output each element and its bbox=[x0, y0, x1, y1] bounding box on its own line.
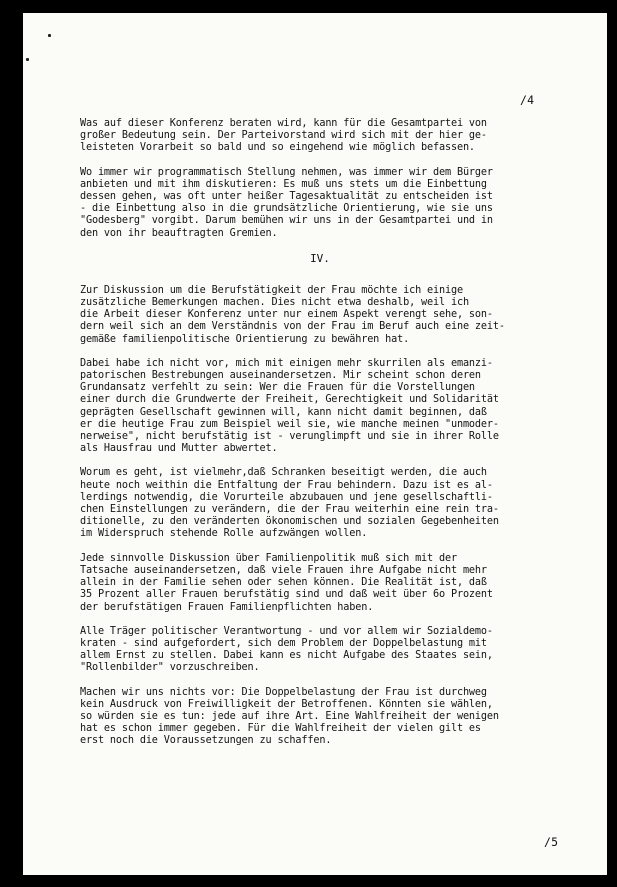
text-line: Jede sinnvolle Diskussion über Familienpolitik muß sich mit der bbox=[80, 552, 457, 564]
text-line: leisteten Vorarbeit so bald und so eingehend wie möglich befassen. bbox=[80, 142, 475, 154]
text-line: einer durch die Grundwerte der Freiheit, Gerechtigkeit und Solidarität bbox=[80, 394, 499, 406]
punch-hole-mark bbox=[26, 58, 29, 61]
text-line: patorischen Bestrebungen auseinandersetzen. Mir scheint schon deren bbox=[80, 370, 481, 382]
text-line: 35 Prozent aller Frauen berufstätig sind und daß weit über 6o Prozent bbox=[80, 589, 493, 601]
text-line: den von ihr beauftragten Gremien. bbox=[80, 227, 278, 239]
text-line: dern weil sich an dem Verständnis von der Frau im Beruf auch eine zeit- bbox=[80, 321, 505, 333]
text-line: großer Bedeutung sein. Der Parteivorstand wird sich mit der hier ge- bbox=[80, 130, 487, 142]
text-line: allein in der Familie sehen oder sehen können. Die Realität ist, daß bbox=[80, 577, 487, 589]
bottom-page-number: /5 bbox=[544, 835, 559, 849]
text-line: Zur Diskussion um die Berufstätigkeit der Frau möchte ich einige bbox=[80, 284, 463, 296]
text-line: zusätzliche Bemerkungen machen. Dies nicht etwa deshalb, weil ich bbox=[80, 297, 469, 309]
text-line: erst noch die Voraussetzungen zu schaffen. bbox=[80, 735, 332, 747]
text-line: heute noch weithin die Entfaltung der Frau behindern. Dazu ist es al- bbox=[80, 479, 493, 491]
text-line: dessen gehen, was oft unter heißer Tagesaktualität zu entscheiden ist bbox=[80, 191, 493, 203]
document-body bbox=[80, 118, 600, 760]
paragraph-6 bbox=[80, 553, 600, 614]
text-line: nerweise", nicht berufstätig ist - verunglimpft und sie in ihrer Rolle bbox=[80, 431, 499, 443]
text-line: die Arbeit dieser Konferenz unter nur einem Aspekt verengt sehe, son- bbox=[80, 309, 493, 321]
text-line: chen Einstellungen zu verändern, die der Frau weiterhin eine rein tra- bbox=[80, 504, 499, 516]
paragraph-5 bbox=[80, 467, 600, 540]
paragraph-1 bbox=[80, 118, 600, 155]
text-line: - die Einbettung also in die grundsätzliche Orientierung, wie sie uns bbox=[80, 203, 493, 215]
text-line: so würden sie es tun: jede auf ihre Art. Eine Wahlfreiheit der wenigen bbox=[80, 710, 499, 722]
top-page-number: /4 bbox=[520, 93, 535, 107]
document-page bbox=[23, 13, 607, 875]
text-line: im Widerspruch stehende Rolle aufzwängen wollen. bbox=[80, 528, 368, 540]
text-line: anbieten und mit ihm diskutieren: Es muß uns stets um die Einbettung bbox=[80, 178, 487, 190]
text-line: "Rollenbilder" vorzuschreiben. bbox=[80, 662, 260, 674]
paragraph-3 bbox=[80, 285, 600, 346]
text-line: lerdings notwendig, die Vorurteile abzubauen und jene gesellschaftli- bbox=[80, 491, 493, 503]
text-line: kein Ausdruck von Freiwilligkeit der Betroffenen. Könnten sie wählen, bbox=[80, 698, 493, 710]
text-line: Machen wir uns nichts vor: Die Doppelbelastung der Frau ist durchweg bbox=[80, 686, 487, 698]
text-line: Tatsache auseinandersetzen, daß viele Frauen ihre Aufgabe nicht mehr bbox=[80, 564, 487, 576]
text-line: Wo immer wir programmatisch Stellung nehmen, was immer wir dem Bürger bbox=[80, 166, 493, 178]
text-line: allem Ernst zu stellen. Dabei kann es nicht Aufgabe des Staates sein, bbox=[80, 650, 493, 662]
text-line: geprägten Gesellschaft gewinnen will, kann nicht damit beginnen, daß bbox=[80, 406, 487, 418]
paragraph-8 bbox=[80, 687, 600, 748]
text-line: er die heutige Frau zum Beispiel weil sie, wie manche meinen "unmoder- bbox=[80, 418, 499, 430]
text-line: Alle Träger politischer Verantwortung - und vor allem wir Sozialdemo- bbox=[80, 625, 493, 637]
text-line: Was auf dieser Konferenz beraten wird, kann für die Gesamtpartei von bbox=[80, 118, 487, 129]
text-line: der berufstätigen Frauen Familienpflichten haben. bbox=[80, 601, 374, 613]
paragraph-2 bbox=[80, 167, 600, 240]
text-line: "Godesberg" vorgibt. Darum bemühen wir uns in der Gesamtpartei und in bbox=[80, 215, 493, 227]
text-line: Grundansatz verfehlt zu sein: Wer die Frauen für die Vorstellungen bbox=[80, 382, 475, 394]
text-line: kraten - sind aufgefordert, sich dem Problem der Doppelbelastung mit bbox=[80, 637, 487, 649]
section-heading: IV. bbox=[310, 251, 330, 265]
paragraph-7 bbox=[80, 626, 600, 675]
scan-speck-mark bbox=[48, 34, 51, 37]
text-line: hat es schon immer gegeben. Für die Wahlfreiheit der vielen gilt es bbox=[80, 723, 481, 735]
text-line: gemäße familienpolitische Orientierung zu bewähren hat. bbox=[80, 333, 410, 345]
text-line: Worum es geht, ist vielmehr,daß Schranken beseitigt werden, die auch bbox=[80, 467, 487, 479]
text-line: als Hausfrau und Mutter abwertet. bbox=[80, 443, 278, 455]
text-line: Dabei habe ich nicht vor, mich mit einigen mehr skurrilen als emanzi- bbox=[80, 357, 493, 369]
paragraph-4 bbox=[80, 358, 600, 456]
text-line: ditionelle, zu den veränderten ökonomischen und sozialen Gegebenheiten bbox=[80, 516, 499, 528]
